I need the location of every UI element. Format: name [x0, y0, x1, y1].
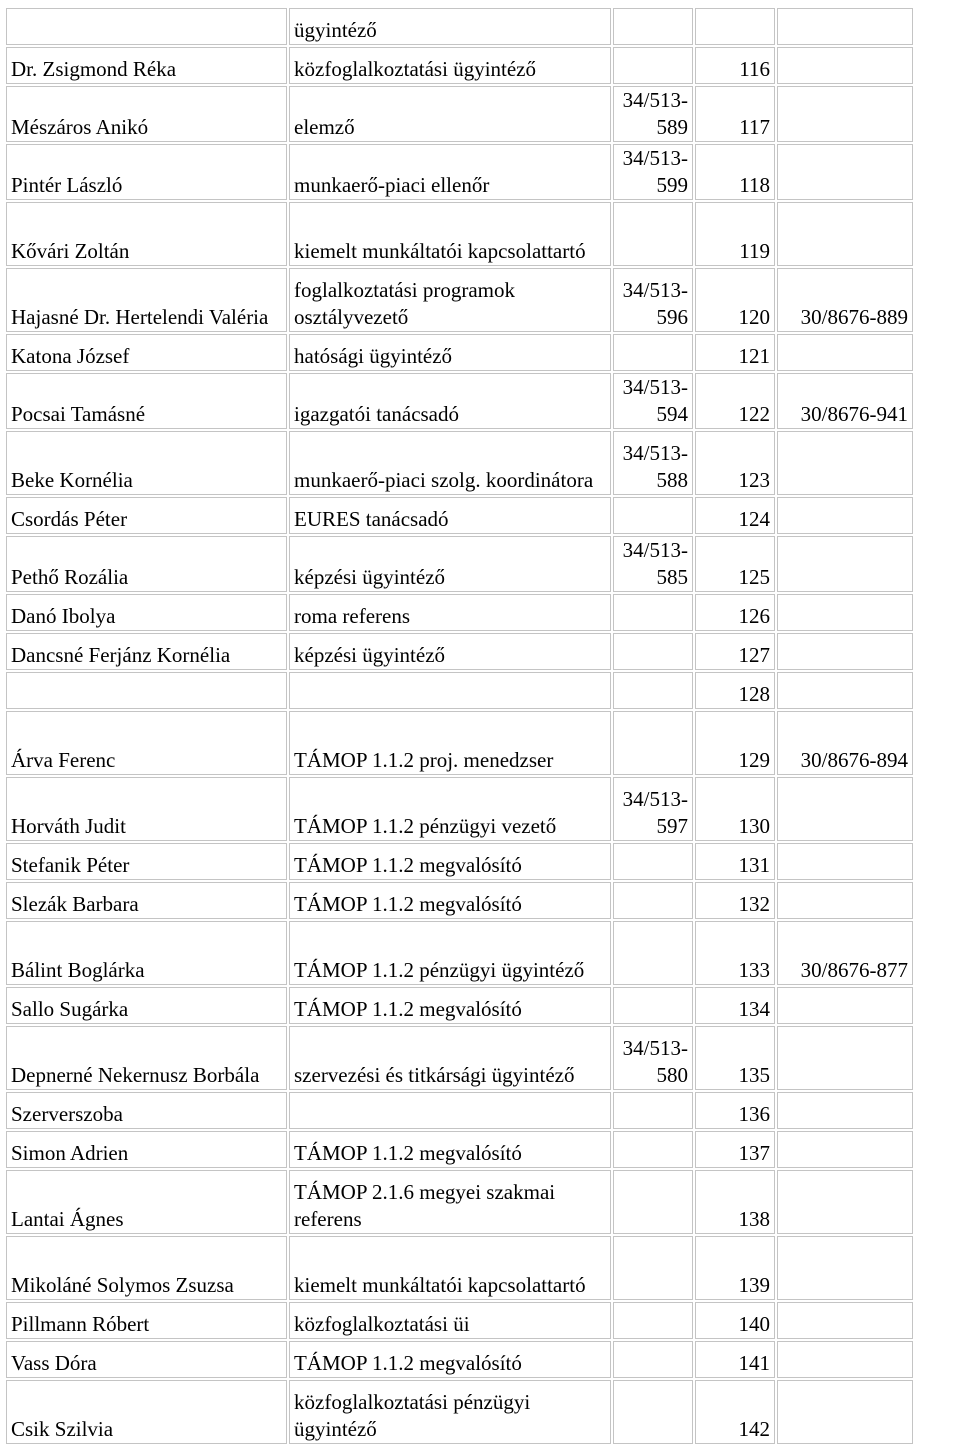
staff-title: roma referens: [289, 594, 611, 631]
staff-title: [289, 1092, 611, 1129]
table-row: [6, 373, 913, 429]
staff-title: igazgatói tanácsadó: [289, 373, 611, 429]
table-row: [6, 633, 913, 670]
staff-name: Pillmann Róbert: [6, 1302, 287, 1339]
table-row: [6, 497, 913, 534]
staff-phone: [613, 1341, 693, 1378]
staff-title: hatósági ügyintéző: [289, 334, 611, 371]
staff-title: [289, 672, 611, 709]
table-row: [6, 8, 913, 45]
staff-phone: [613, 1380, 693, 1444]
staff-mobile: [777, 144, 913, 200]
table-row: [6, 431, 913, 495]
staff-mobile: [777, 1131, 913, 1168]
staff-extension: 136: [695, 1092, 775, 1129]
staff-phone: [613, 47, 693, 84]
staff-mobile: [777, 633, 913, 670]
staff-extension: 126: [695, 594, 775, 631]
staff-mobile: [777, 86, 913, 142]
staff-extension: 137: [695, 1131, 775, 1168]
staff-extension: 123: [695, 431, 775, 495]
staff-name: [6, 8, 287, 45]
staff-name: Pethő Rozália: [6, 536, 287, 592]
staff-name: Katona József: [6, 334, 287, 371]
staff-title: TÁMOP 2.1.6 megyei szakmai referens: [289, 1170, 611, 1234]
table-row: [6, 1131, 913, 1168]
staff-title: képzési ügyintéző: [289, 536, 611, 592]
staff-phone: [613, 987, 693, 1024]
table-row: [6, 536, 913, 592]
table-row: [6, 334, 913, 371]
staff-title: kiemelt munkáltatói kapcsolattartó: [289, 202, 611, 266]
staff-extension: 116: [695, 47, 775, 84]
staff-title: ügyintéző: [289, 8, 611, 45]
staff-extension: 134: [695, 987, 775, 1024]
staff-title: TÁMOP 1.1.2 megvalósító: [289, 1131, 611, 1168]
staff-extension: 129: [695, 711, 775, 775]
staff-phone: 34/513-597: [613, 777, 693, 841]
staff-mobile: [777, 1380, 913, 1444]
staff-extension: 118: [695, 144, 775, 200]
staff-mobile: [777, 672, 913, 709]
staff-phone: [613, 882, 693, 919]
staff-mobile: [777, 987, 913, 1024]
staff-extension: 141: [695, 1341, 775, 1378]
staff-extension: 132: [695, 882, 775, 919]
staff-extension: 121: [695, 334, 775, 371]
staff-extension: 138: [695, 1170, 775, 1234]
staff-mobile: [777, 1302, 913, 1339]
staff-extension: 127: [695, 633, 775, 670]
staff-phone: [613, 334, 693, 371]
staff-title: munkaerő-piaci ellenőr: [289, 144, 611, 200]
staff-phone: 34/513-596: [613, 268, 693, 332]
table-row: [6, 144, 913, 200]
staff-title: TÁMOP 1.1.2 pénzügyi vezető: [289, 777, 611, 841]
staff-name: Stefanik Péter: [6, 843, 287, 880]
table-row: [6, 882, 913, 919]
staff-mobile: [777, 594, 913, 631]
staff-title: EURES tanácsadó: [289, 497, 611, 534]
staff-mobile: 30/8676-877: [777, 921, 913, 985]
staff-name: Kővári Zoltán: [6, 202, 287, 266]
staff-name: Szerverszoba: [6, 1092, 287, 1129]
staff-extension: 117: [695, 86, 775, 142]
staff-title: képzési ügyintéző: [289, 633, 611, 670]
staff-directory-table: [4, 6, 915, 1446]
table-row: [6, 1302, 913, 1339]
staff-title: TÁMOP 1.1.2 proj. menedzser: [289, 711, 611, 775]
staff-extension: [695, 8, 775, 45]
staff-title: munkaerő-piaci szolg. koordinátora: [289, 431, 611, 495]
staff-name: Depnerné Nekernusz Borbála: [6, 1026, 287, 1090]
table-row: [6, 777, 913, 841]
staff-mobile: [777, 431, 913, 495]
staff-extension: 135: [695, 1026, 775, 1090]
staff-phone: [613, 843, 693, 880]
staff-extension: 124: [695, 497, 775, 534]
table-row: [6, 843, 913, 880]
staff-phone: [613, 497, 693, 534]
staff-title: foglalkoztatási programok osztályvezető: [289, 268, 611, 332]
table-row: [6, 711, 913, 775]
staff-name: Bálint Boglárka: [6, 921, 287, 985]
staff-name: Slezák Barbara: [6, 882, 287, 919]
staff-extension: 125: [695, 536, 775, 592]
staff-phone: 34/513-588: [613, 431, 693, 495]
staff-title: TÁMOP 1.1.2 megvalósító: [289, 1341, 611, 1378]
staff-phone: 34/513-580: [613, 1026, 693, 1090]
staff-extension: 133: [695, 921, 775, 985]
staff-mobile: 30/8676-941: [777, 373, 913, 429]
staff-mobile: [777, 1170, 913, 1234]
staff-phone: [613, 633, 693, 670]
staff-mobile: [777, 882, 913, 919]
staff-phone: [613, 1236, 693, 1300]
staff-phone: [613, 1092, 693, 1129]
table-row: [6, 47, 913, 84]
table-row: [6, 1236, 913, 1300]
staff-extension: 120: [695, 268, 775, 332]
staff-name: Sallo Sugárka: [6, 987, 287, 1024]
staff-extension: 131: [695, 843, 775, 880]
staff-name: Árva Ferenc: [6, 711, 287, 775]
staff-name: Danó Ibolya: [6, 594, 287, 631]
staff-title: közfoglalkoztatási pénzügyi ügyintéző: [289, 1380, 611, 1444]
staff-mobile: [777, 843, 913, 880]
staff-mobile: [777, 8, 913, 45]
staff-mobile: [777, 497, 913, 534]
table-row: [6, 1380, 913, 1444]
staff-mobile: [777, 777, 913, 841]
table-row: [6, 1341, 913, 1378]
staff-phone: [613, 1302, 693, 1339]
staff-title: szervezési és titkársági ügyintéző: [289, 1026, 611, 1090]
staff-title: TÁMOP 1.1.2 pénzügyi ügyintéző: [289, 921, 611, 985]
staff-name: Dancsné Ferjánz Kornélia: [6, 633, 287, 670]
staff-name: Pocsai Tamásné: [6, 373, 287, 429]
table-row: [6, 1092, 913, 1129]
table-row: [6, 672, 913, 709]
staff-name: Lantai Ágnes: [6, 1170, 287, 1234]
staff-mobile: 30/8676-889: [777, 268, 913, 332]
staff-mobile: [777, 47, 913, 84]
staff-title: közfoglalkoztatási üi: [289, 1302, 611, 1339]
staff-phone: [613, 8, 693, 45]
staff-extension: 128: [695, 672, 775, 709]
staff-phone: [613, 711, 693, 775]
staff-title: elemző: [289, 86, 611, 142]
staff-phone: [613, 672, 693, 709]
staff-mobile: 30/8676-894: [777, 711, 913, 775]
staff-name: Beke Kornélia: [6, 431, 287, 495]
staff-phone: [613, 1131, 693, 1168]
staff-mobile: [777, 202, 913, 266]
staff-phone: [613, 594, 693, 631]
staff-phone: [613, 921, 693, 985]
staff-mobile: [777, 536, 913, 592]
table-row: [6, 1026, 913, 1090]
staff-title: TÁMOP 1.1.2 megvalósító: [289, 843, 611, 880]
staff-name: Dr. Zsigmond Réka: [6, 47, 287, 84]
staff-name: Horváth Judit: [6, 777, 287, 841]
staff-title: TÁMOP 1.1.2 megvalósító: [289, 882, 611, 919]
staff-name: Vass Dóra: [6, 1341, 287, 1378]
staff-mobile: [777, 1236, 913, 1300]
staff-phone: [613, 1170, 693, 1234]
staff-extension: 142: [695, 1380, 775, 1444]
staff-name: Csordás Péter: [6, 497, 287, 534]
staff-name: Mikoláné Solymos Zsuzsa: [6, 1236, 287, 1300]
staff-name: Csik Szilvia: [6, 1380, 287, 1444]
table-row: [6, 268, 913, 332]
staff-directory-body: [6, 8, 913, 1444]
staff-title: kiemelt munkáltatói kapcsolattartó: [289, 1236, 611, 1300]
staff-name: [6, 672, 287, 709]
table-row: [6, 594, 913, 631]
staff-extension: 140: [695, 1302, 775, 1339]
staff-extension: 119: [695, 202, 775, 266]
staff-title: TÁMOP 1.1.2 megvalósító: [289, 987, 611, 1024]
staff-name: Mészáros Anikó: [6, 86, 287, 142]
staff-phone: [613, 202, 693, 266]
staff-title: közfoglalkoztatási ügyintéző: [289, 47, 611, 84]
table-row: [6, 202, 913, 266]
staff-phone: 34/513-599: [613, 144, 693, 200]
staff-mobile: [777, 1092, 913, 1129]
table-row: [6, 987, 913, 1024]
staff-phone: 34/513-585: [613, 536, 693, 592]
staff-extension: 122: [695, 373, 775, 429]
staff-name: Pintér László: [6, 144, 287, 200]
staff-name: Simon Adrien: [6, 1131, 287, 1168]
staff-mobile: [777, 1341, 913, 1378]
staff-mobile: [777, 334, 913, 371]
staff-name: Hajasné Dr. Hertelendi Valéria: [6, 268, 287, 332]
staff-mobile: [777, 1026, 913, 1090]
table-row: [6, 1170, 913, 1234]
staff-extension: 130: [695, 777, 775, 841]
staff-phone: 34/513-594: [613, 373, 693, 429]
table-row: [6, 86, 913, 142]
table-row: [6, 921, 913, 985]
staff-phone: 34/513-589: [613, 86, 693, 142]
staff-extension: 139: [695, 1236, 775, 1300]
